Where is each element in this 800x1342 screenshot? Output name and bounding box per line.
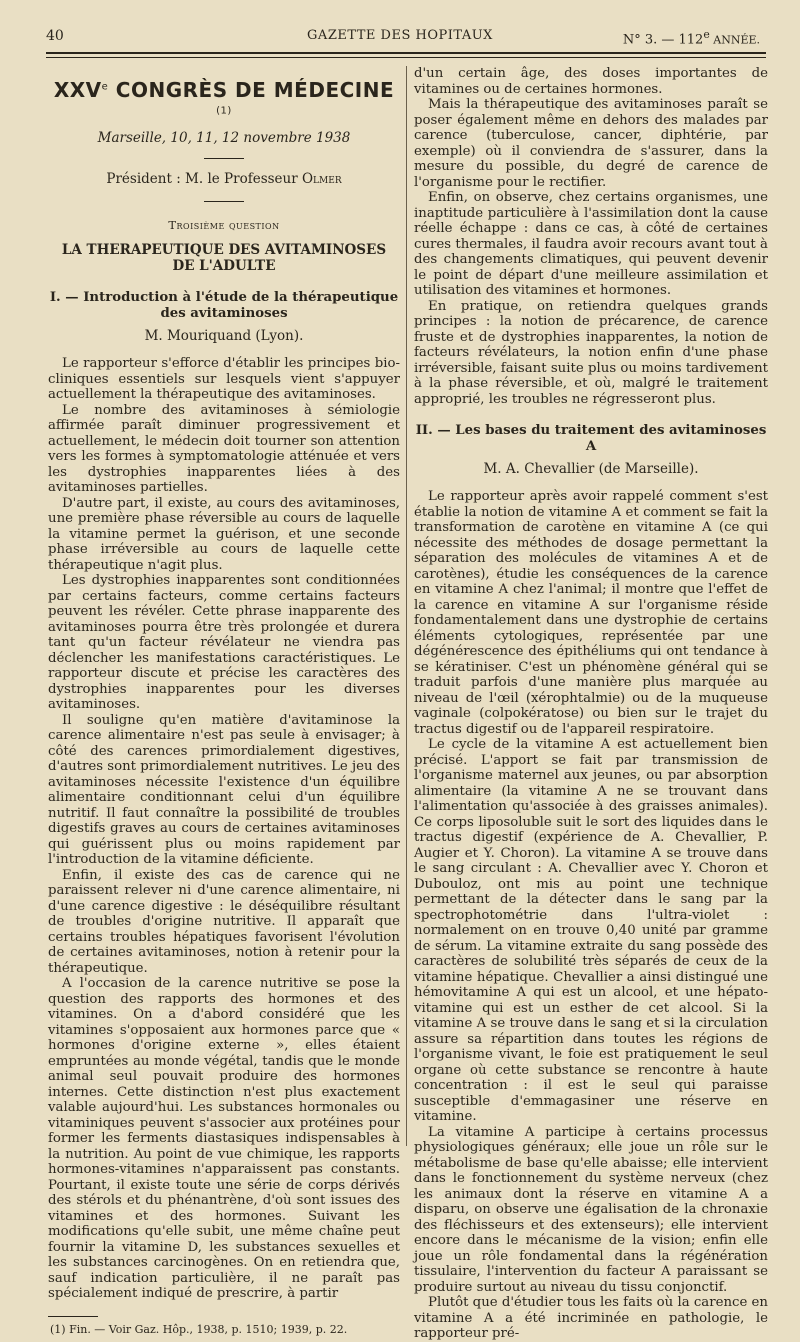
footnote: (1) Fin. — Voir Gaz. Hôp., 1938, p. 1510; 1939, p. 22. <box>50 1322 348 1336</box>
right-column <box>414 66 768 1342</box>
paragraph: Il souligne qu'en matière d'avitaminose la carence alimentaire n'est pas seule à envisager; à côté des carences primordialement digestives, d'autres sont primordialement nutritives. Le jeu des avitaminoses nécessite l'existence d'un équilibre alimentaire conditionnant celui d'un équilibre nutritif. Il faut connaître la possibilité de troubles digestifs graves au cours de certaines avitaminoses qui guérissent plus ou moins rapidement par l'introduction de la vitamine déficiente. <box>48 712 401 867</box>
left-column <box>48 66 400 1336</box>
question-title: LA THERAPEUTIQUE DES AVITAMINOSES DE L'ADULTE <box>61 242 387 274</box>
paragraph: Les dystrophies inapparentes sont conditionnées par certains facteurs, comme certains facteurs peuvent les révéler. Cette phrase inapparente des avitaminoses pourra être très prolongée et durera tant qu'un facteur révélateur ne viendra pas déclencher les manifestations caractéristiques. Le rapporteur discute et précise les caractères des dystrophies inapparentes pour les diverses avitaminoses. <box>48 573 400 712</box>
paragraph: Plutôt que d'étudier tous les faits où la carence en vitamine A a été incriminée en pathologie, le rapporteur pré- <box>414 1295 768 1341</box>
page-header <box>0 24 800 52</box>
paragraph: La vitamine A participe à certains processus physiologiques généraux; elle joue un rôle sur le métabolisme de base qu'elle abaisse; elle intervient dans le fonctionnement du système nerveux (chez les animaux dont la réserve en vitamine A a disparu, on observe une égalisation de la chronaxie des fléchisseurs et des extenseurs); elle intervient encore dans le mécanisme de la vision; enfin elle joue un rôle fondamental dans la régénération tissulaire, l'intervention du facteur A paraissant se produire surtout au niveau du tissu conjonctif. <box>414 1124 768 1295</box>
paragraph: Enfin, on observe, chez certains organismes, une inaptitude particulière à l'assimilation dont la cause réelle échappe : dans ce cas, à côté de certaines cures thermales, il faudra avoir recours avant tout à des changements climatiques, qui peuvent devenir le point de départ d'une meilleure assimilation et utilisation des vitamines et hormones. <box>414 190 768 298</box>
section-1-title: I. — Introduction à l'étude de la thérapeutique des avitaminoses <box>49 290 399 321</box>
column-separator <box>406 66 407 1146</box>
journal-title: GAZETTE DES HOPITAUX <box>307 28 493 43</box>
paragraph: d'un certain âge, des doses importantes de vitamines ou de certaines hormones. <box>414 66 768 97</box>
paragraph: D'autre part, il existe, au cours des avitaminoses, une première phase réversible au cours de laquelle la vitamine permet la guérison, et une seconde phase irréversible au cours de laquelle cette thérapeutique n'agit plus. <box>48 495 400 573</box>
header-rule-thin <box>46 57 766 58</box>
section-2-title: II. — Les bases du traitement des avitaminoses A <box>415 423 767 454</box>
paragraph: Enfin, il existe des cas de carence qui ne paraissent relever ni d'une carence alimentaire, ni d'une carence digestive : le déséquilibre résultant de troubles d'origine nutritive. Il apparaît que certains troubles hépatiques favorisent l'évolution de certaines avitaminoses, notion à retenir pour la thérapeutique. <box>48 867 400 976</box>
congress-title: XXVe CONGRÈS DE MÉDECINE $^{(1)}$ <box>53 78 395 117</box>
divider <box>204 158 244 159</box>
paragraph: A l'occasion de la carence nutritive se pose la question des rapports des hormones et des vitamines. On a d'abord considéré que les vitamines s'opposaient aux hormones parce que « hormones d'origine externe », elles étaient empruntées au monde végétal, tandis que le monde animal seul pouvait produire des hormones internes. Cette distinction n'est plus exactement valable aujourd'hui. Les substances hormonales ou vitaminiques peuvent s'associer aux protéines pour former les ferments diastasiques indispensables à la nutrition. Au point de vue chimique, les rapports hormones-vitamines n'apparaissent pas constants. Pourtant, il existe toute une série de corps dérivés des stérols et du phénantrène, d'où sont issues des vitamines et des hormones. Suivant les modifications qu'elle subit, une même chaîne peut fournir la vitamine D, les substances sexuelles et les substances carcinogènes. On en retiendra que, sauf indication particulière, il ne paraît pas spécialement indiqué de prescrire, à partir <box>48 976 400 1301</box>
section-2-author: M. A. Chevallier (de Marseille). <box>483 461 699 477</box>
paragraph: Le nombre des avitaminoses à sémiologie affirmée paraît diminuer progressivement et actuellement, le médecin doit tourner son attention vers les formes à symptomatologie atténuée et vers les dystrophies inapparentes liées à des avitaminoses partielles. <box>48 402 400 495</box>
issue-info: N° 3. — 112e ANNÉE. <box>622 28 760 48</box>
page-number: 40 <box>46 28 64 44</box>
section-1-body <box>48 356 400 1302</box>
paragraph: Le rapporteur après avoir rappelé comment s'est établie la notion de vitamine A et comment se fait la transformation de carotène en vitamine A (ce qui nécessite des méthodes de dosage permettant la séparation des molécules de vitamines A et de carotènes), étudie les conséquences de la carence en vitamine A chez l'animal; il montre que l'effet de la carence en vitamine A sur l'organisme réside fondamentalement dans une dystrophie de certains éléments cytologiques, représentée par une dégénérescence des épithéliums qui ont tendance à se kératiniser. C'est un phénomène général qui se traduit parfois d'une manière plus marquée au niveau de l'œil (xérophtalmie) ou de la muqueuse vaginale (colpokératose) ou bien sur le trajet du tractus digestif ou de l'appareil respiratoire. <box>414 489 768 737</box>
footnote-rule <box>48 1316 98 1317</box>
header-rule <box>46 52 766 54</box>
paragraph: En pratique, on retiendra quelques grands principes : la notion de précarence, de carence fruste et de dystrophies inapparentes, la notion de facteurs révélateurs, la notion enfin d'une phase irréversible, faisant suite plus ou moins tardivement à la phase réversible, et où, malgré le traitement approprié, les troubles ne régresseront plus. <box>414 298 768 407</box>
divider <box>204 201 244 202</box>
footnote-marker: (1) <box>216 105 232 117</box>
paragraph: Le rapporteur s'efforce d'établir les principes bio-cliniques essentiels sur lesquels vient s'appuyer actuellement la thérapeutique des avitaminoses. <box>48 356 400 402</box>
congress-dates: Marseille, 10, 11, 12 novembre 1938 <box>97 130 351 146</box>
section-1-author: M. Mouriquand (Lyon). <box>144 328 304 344</box>
paragraph: Mais la thérapeutique des avitaminoses paraît se poser également même en dehors des malades par carence (tuberculose, cancer, diphtérie, par exemple) où il conviendra de s'assurer, dans la mesure du possible, du degré de carence de l'organisme pour le rectifier. <box>414 97 768 190</box>
president-line: Président : M. le Professeur Olmer <box>106 171 342 187</box>
question-label: Troisième question <box>168 218 280 232</box>
paragraph: Le cycle de la vitamine A est actuellement bien précisé. L'apport se fait par transmission de l'organisme maternel aux jeunes, ou par absorption alimentaire (la vitamine A ne se trouvant dans l'alimentation qu'associée à des graisses animales). Ce corps liposoluble suit le sort des liquides dans le tractus digestif (expérience de A. Chevallier, P. Augier et Y. Choron). La vitamine A se trouve dans le sang circulant : A. Chevallier avec Y. Choron et Dubouloz, ont mis au point une technique permettant de la détecter dans le sang par la spectrophotométrie dans l'ultra-violet : normalement on en trouve 0,40 unité par gramme de sérum. La vitamine extraite du sang possède des caractères de solubilité très séparés de ceux de la vitamine hépatique. Chevallier a ainsi distingué une hémovitamine A qui est un alcool, et une hépato-vitamine qui est un esther de cet alcool. Si la vitamine A se trouve dans le sang et si la circulation assure sa répartition dans toutes les régions de l'organisme vivant, le foie est pratiquement le seul organe où cette substance se rencontre à haute concentration : il est le seul qui paraisse susceptible d'emmagasiner une réserve en vitamine. <box>414 737 768 1124</box>
